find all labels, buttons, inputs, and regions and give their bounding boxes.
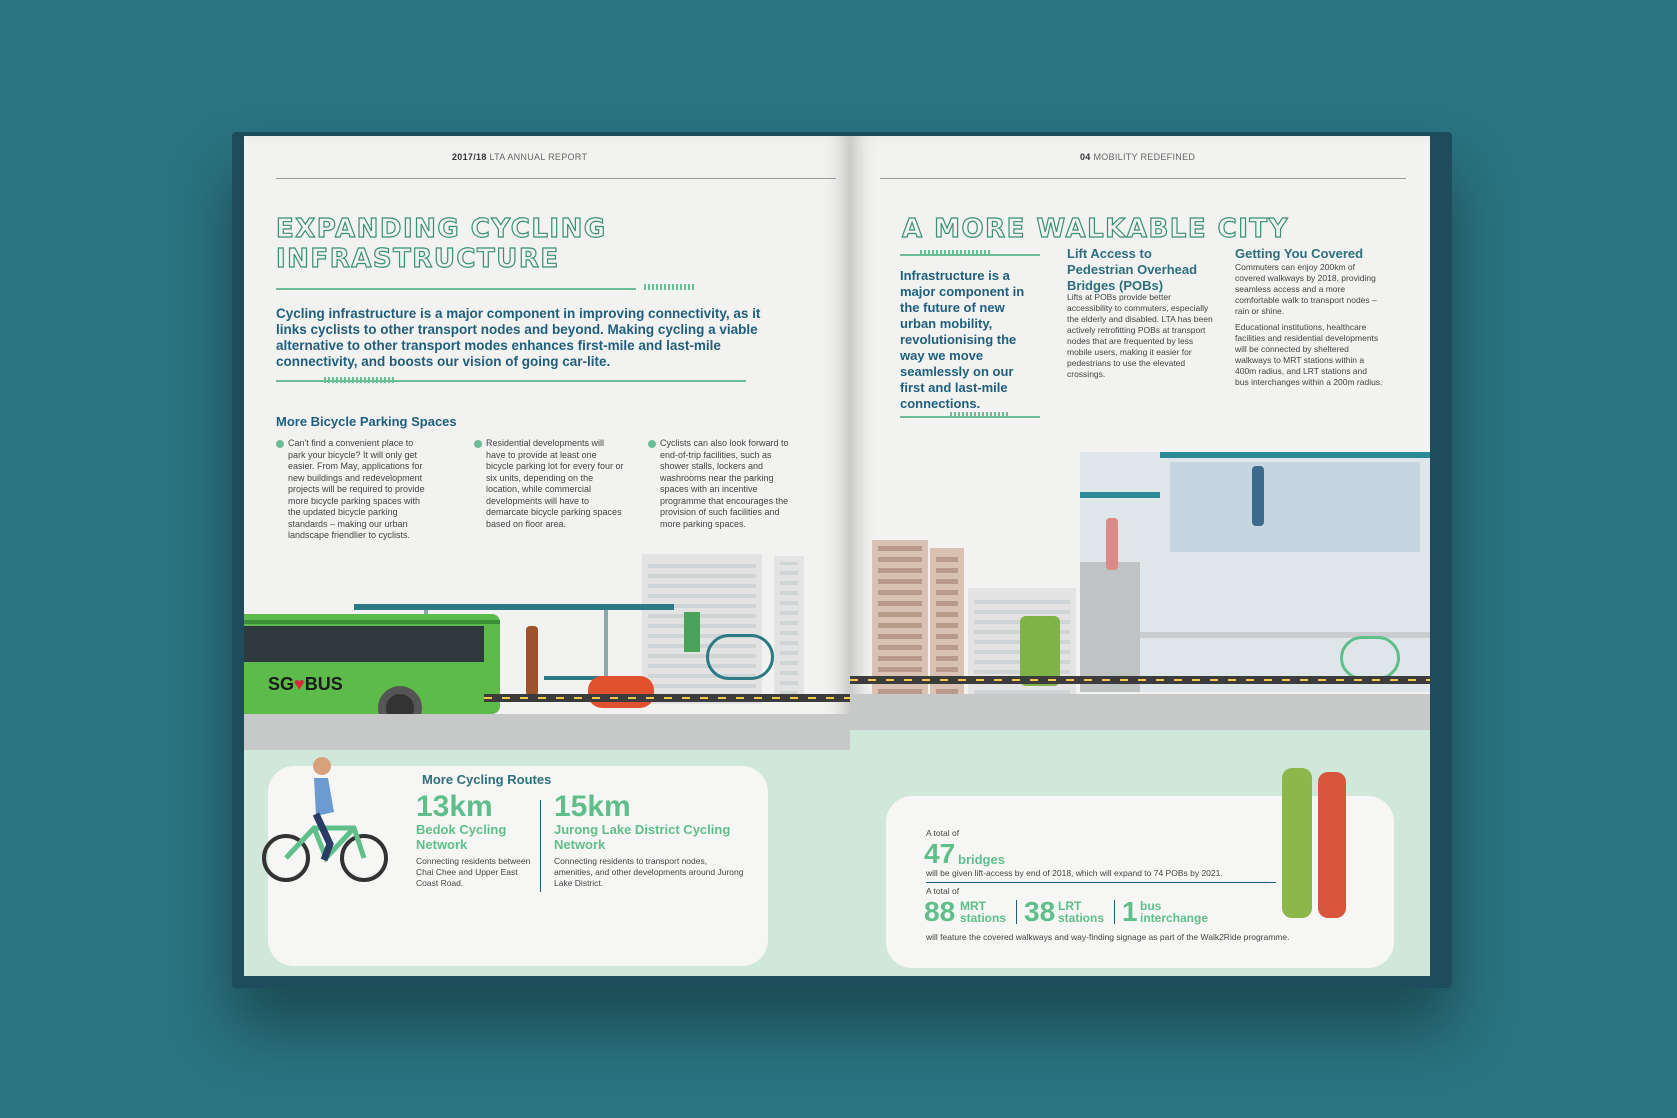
route-description: Connecting residents between Chai Chee and Upper East Coast Road. [416,856,531,888]
bus-interchange-label: bus interchange [1140,899,1209,925]
decorative-line [276,380,746,382]
intro-text: Infrastructure is a major component in the future of new urban mobility, revolutionising the way we move seamlessly on our first and last-mile connections. [900,268,1025,411]
bus-shelter-roof [354,604,674,610]
parking-heading: More Bicycle Parking Spaces [276,414,457,429]
bus-illustration [244,614,500,714]
stats-divider [1114,900,1115,924]
lead-paragraph: Cycling infrastructure is a major component in improving connectivity, as it links cyclists to other transport nodes and beyond. Making cycling a viable alternative to other transport modes enhances first-mile and last-mile connectivity, and boosts our vision of going car-lite. [276,306,761,369]
covered-body: Educational institutions, healthcare facilities and residential developments will be connected by sheltered walkways to MRT stations within a 400m radius, and LRT stations and bus interchanges within a 200m radius. [1235,322,1383,387]
route-divider [540,800,541,892]
mrt-label: MRT stations [960,899,1007,925]
routes-heading: More Cycling Routes [422,772,552,787]
left-page [244,136,850,976]
bridge-roof [1080,492,1160,498]
walk2ride-note: will feature the covered walkways and way-finding signage as part of the Walk2Ride programme. [926,932,1290,942]
decorative-hatch [950,412,1010,418]
bus-windows [244,626,484,662]
apartment-building [642,554,762,704]
apartment-building [774,556,804,701]
route-name: Bedok Cycling Network [416,822,507,852]
pob-body: Lifts at POBs provide better accessibility to commuters, especially the elderly and disabled. LTA has been actively retrofitting POBs at transport nodes that are frequented by less mobile users, making it easier for pedestrians to use the elevated crossings. [1067,292,1213,379]
route-km: 15km [554,790,631,823]
lrt-label: LRT stations [1058,899,1105,925]
bridges-note: will be given lift-access by end of 2018, which will expand to 74 POBs by 2021. [926,868,1223,878]
covered-heading: Getting You Covered [1235,246,1364,261]
cyclist-illustration [254,752,394,892]
stats-divider [926,882,1276,883]
pob-heading: Lift Access to Pedestrian Overhead Bridges (POBs) [1067,246,1198,293]
running-head-left: 2017/18 LTA ANNUAL REPORT [452,152,588,162]
page-title: A MORE WALKABLE CITY [902,214,1289,244]
bridge-glass [1170,462,1420,552]
pedestrian-figure [1106,518,1118,570]
cyclist-figure [1340,636,1400,680]
bridge-roof [1160,452,1430,458]
person-figure [1318,772,1346,918]
bus-stop-sign [684,612,700,652]
decorative-hatch [644,284,694,290]
covered-body: Commuters can enjoy 200km of covered walkways by 2018, providing seamless access and a more comfortable walk to transport nodes – rain or shine. [1235,262,1377,316]
route-description: Connecting residents to transport nodes, amenities, and other developments around Jurong Lake District. [554,856,744,888]
route-km: 13km [416,790,493,823]
bullet-item: Can't find a convenient place to park your bicycle? It will only get easier. From May, applications for new buildings and redevelopment projects will be required to provide more bicycle parking spaces with the updated bicycle parking standards – making our urban landscape friendlier to cyclists. [276,438,426,542]
header-rule [276,178,836,179]
lift-shaft [1080,562,1140,692]
page-title: EXPANDING CYCLING INFRASTRUCTURE [276,214,607,274]
right-page [850,136,1430,976]
bridges-label: bridges [958,852,1005,867]
running-head-right: 04 MOBILITY REDEFINED [1080,152,1196,162]
person-figure [1282,768,1312,918]
cyclist-figure [706,634,774,680]
bus-interchange-count: 1 [1122,896,1138,927]
bridges-count: 47 [924,838,956,869]
stats-divider [1016,900,1017,924]
bullet-item: Residential developments will have to provide at least one bicycle parking lot for every four or six units, depending on the location, while commercial developments will have to demarcate bicycle parking spaces based on floor area. [474,438,624,530]
pavement [244,714,850,750]
bullet-item: Cyclists can also look forward to end-of-trip facilities, such as shower stalls, lockers and washrooms near the parking spaces with an incentive programme that encourages the provision of such facilities and more parking spaces. [648,438,802,530]
route-name: Jurong Lake District Cycling Network [554,822,731,852]
road-marking [484,697,850,699]
pavement [850,694,1430,730]
bus-logo: SG♥BUS [268,674,343,694]
stat-caption: A total of [926,828,960,838]
stat-caption: A total of [926,886,960,896]
header-rule [880,178,1406,179]
scooter-rider [588,676,654,708]
mrt-count: 88 [924,896,956,927]
decorative-line [276,288,636,290]
pedestrian-figure [1252,466,1264,526]
pedestrian-figure [526,626,538,696]
lrt-count: 38 [1024,896,1056,927]
decorative-line [900,254,1040,256]
bus-trim [244,620,500,624]
road-marking [850,679,1430,681]
